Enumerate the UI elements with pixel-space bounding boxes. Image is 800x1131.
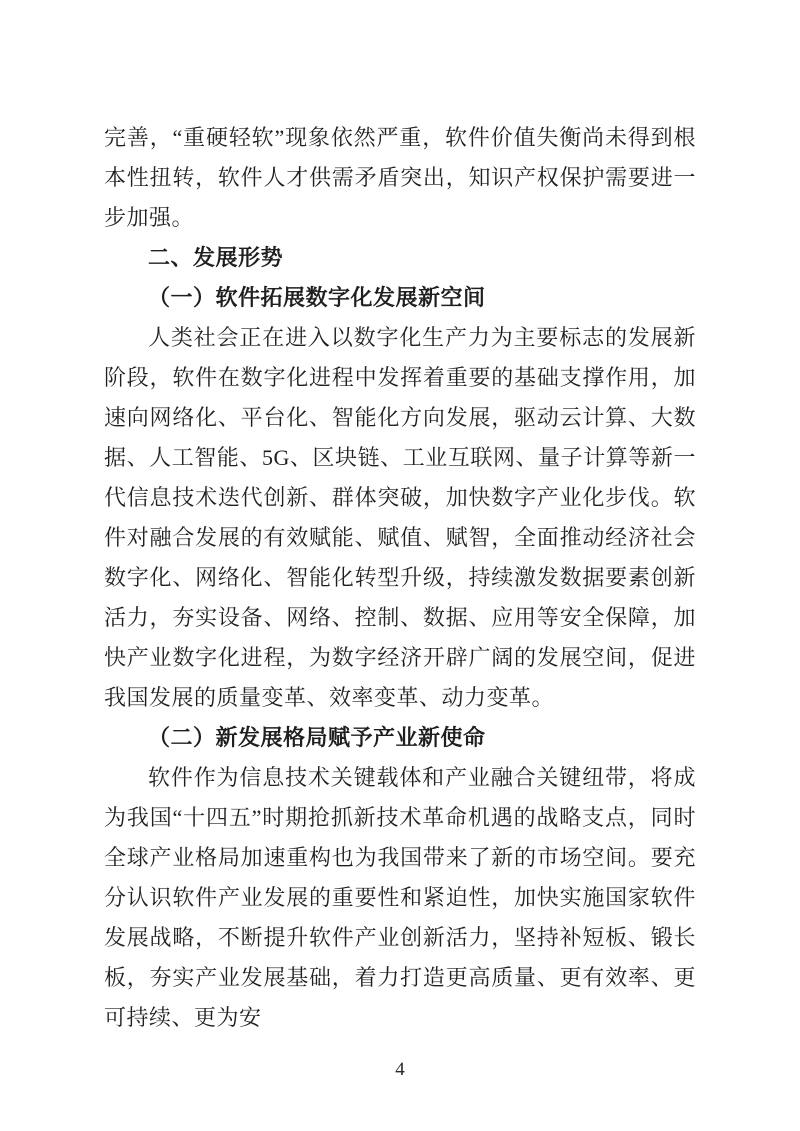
page-number: 4 [395,1059,405,1080]
continuation-paragraph: 完善，“重硬轻软”现象依然严重，软件价值失衡尚未得到根本性扭转，软件人才供需矛盾突出，知识产权保护需要进一步加强。 [104,125,696,230]
subsection-heading-2: （二）新发展格局赋予产业新使命 [148,725,486,750]
subsection-1-paragraph: 人类社会正在进入以数字化生产力为主要标志的发展新阶段，软件在数字化进程中发挥着重要的基础支撑作用，加速向网络化、平台化、智能化方向发展，驱动云计算、大数据、人工智能、5G、区块链、工业互联网、量子计算等新一代信息技术迭代创新、群体突破，加快数字产业化步伐。软件对融合发展的有效赋能、赋值、赋智，全面推动经济社会数字化、网络化、智能化转型升级，持续激发数据要素创新活力，夯实设备、网络、控制、数据、应用等安全保障，加快产业数字化进程，为数字经济开辟广阔的发展空间，促进我国发展的质量变革、效率变革、动力变革。 [104,325,696,710]
section-heading-development-situation: 二、发展形势 [148,245,284,270]
subsection-heading-1: （一）软件拓展数字化发展新空间 [148,285,486,310]
page-content [104,118,696,1038]
subsection-2-paragraph: 软件作为信息技术关键载体和产业融合关键纽带，将成为我国“十四五”时期抢抓新技术革命机遇的战略支点，同时全球产业格局加速重构也为我国带来了新的市场空间。要充分认识软件产业发展的重要性和紧迫性，加快实施国家软件发展战略，不断提升软件产业创新活力，坚持补短板、锻长板，夯实产业发展基础，着力打造更高质量、更有效率、更可持续、更为安 [104,765,696,1030]
